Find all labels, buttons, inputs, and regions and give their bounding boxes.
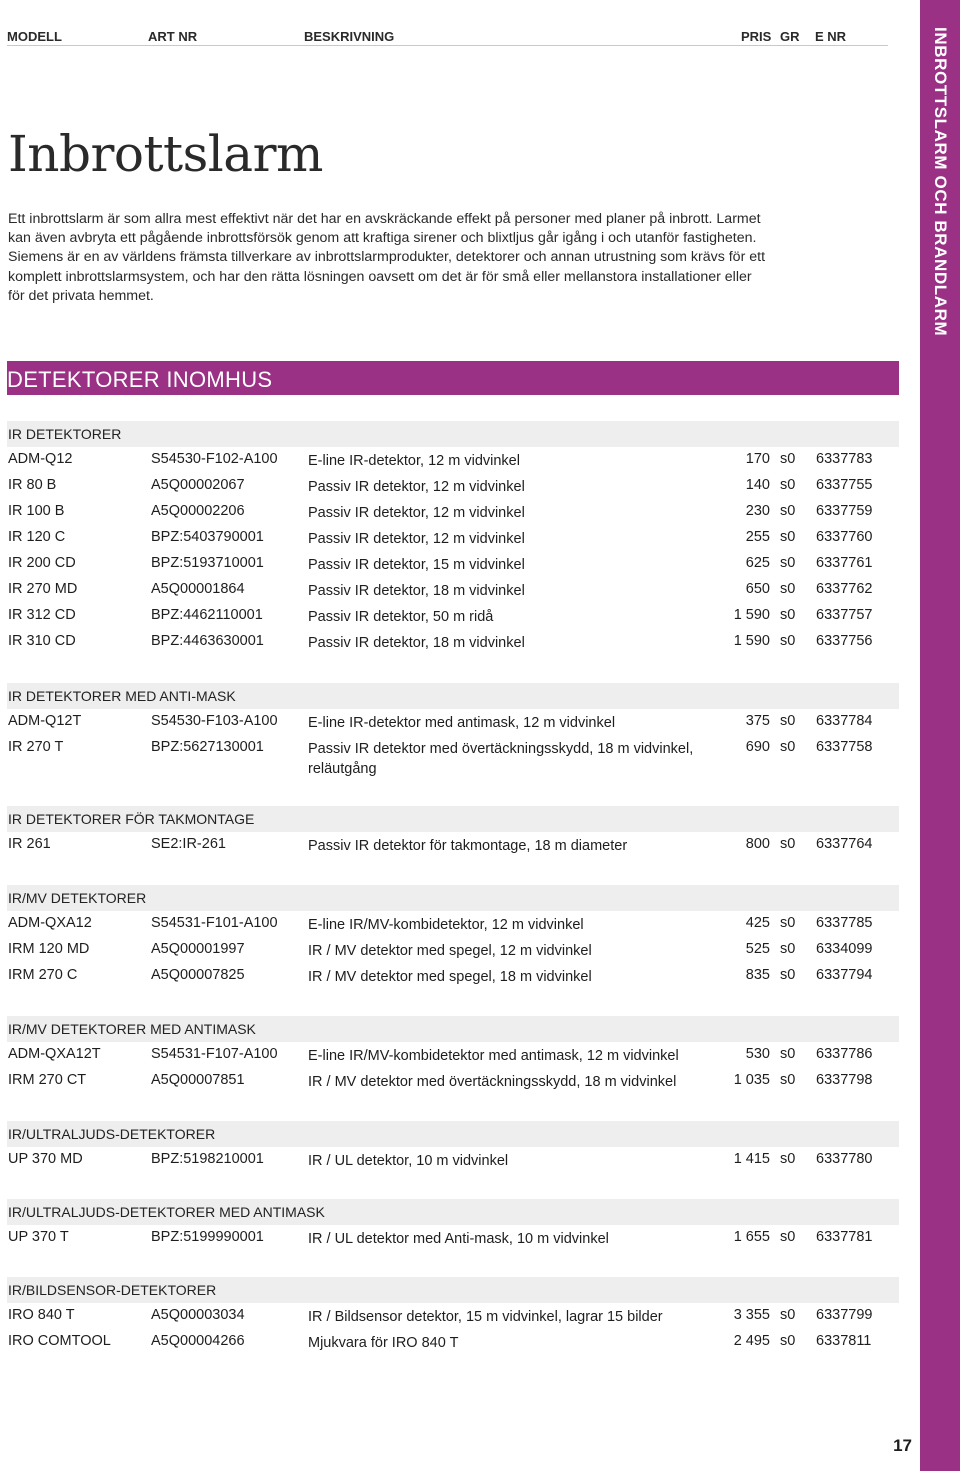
cell-art-nr: A5Q00001864 (151, 581, 245, 597)
cell-art-nr: BPZ:5627130001 (151, 739, 264, 755)
intro-paragraph: Ett inbrottslarm är som allra mest effektivt när det har en avskräckande effekt på personer med planer på inbrott. Larmet kan även avbryta ett pågående inbrottsförsök genom att kraftiga sirener och blixtljus går igång i och utanför fastigheten. Siemens är en av världens främsta tillverkare av inbrottslarmprodukter, detektorer och annan utrustning som krävs för ett komplett inbrottslarmsystem, och har den rätta lösningen oavsett om det är för små eller mellanstora installationer eller för det privata hemmet. (8, 211, 766, 304)
cell-gr: s0 (780, 633, 796, 649)
group-header (7, 1277, 899, 1303)
cell-model: IRM 270 CT (8, 1072, 87, 1088)
cell-price: 230 (745, 503, 770, 519)
cell-model: IRM 120 MD (8, 941, 90, 957)
cell-price: 375 (745, 713, 770, 729)
cell-e-nr: 6337759 (816, 503, 873, 519)
cell-price: 650 (745, 581, 770, 597)
cell-description: IR / UL detektor, 10 m vidvinkel (308, 1153, 509, 1169)
table-row (0, 1303, 900, 1329)
table-row (0, 473, 900, 499)
group-title: IR/ULTRALJUDS-DETEKTORER (8, 1126, 216, 1142)
cell-description: Passiv IR detektor, 12 m vidvinkel (308, 531, 525, 547)
cell-gr: s0 (780, 941, 796, 957)
cell-gr: s0 (780, 967, 796, 983)
cell-gr: s0 (780, 915, 796, 931)
cell-description: IR / MV detektor med spegel, 18 m vidvinkel (308, 969, 592, 985)
cell-price: 690 (745, 739, 770, 755)
page-number: 17 (893, 1436, 912, 1455)
cell-description: Passiv IR detektor, 15 m vidvinkel (308, 557, 525, 573)
cell-e-nr: 6334099 (816, 941, 873, 957)
cell-model: UP 370 T (8, 1229, 69, 1245)
cell-description: IR / MV detektor med övertäckningsskydd, 18 m vidvinkel (308, 1074, 677, 1090)
cell-model: IRM 270 C (8, 967, 78, 983)
cell-e-nr: 6337757 (816, 607, 873, 623)
cell-model: UP 370 MD (8, 1151, 83, 1167)
group-header (7, 806, 899, 832)
cell-model: IRO COMTOOL (8, 1333, 111, 1349)
cell-model: IR 100 B (8, 503, 65, 519)
cell-model: IR 270 MD (8, 581, 78, 597)
side-tab-label: INBROTTSLARM OCH BRANDLARM (931, 27, 950, 337)
cell-gr: s0 (780, 1333, 796, 1349)
cell-art-nr: BPZ:4462110001 (151, 607, 263, 623)
cell-e-nr: 6337762 (816, 581, 873, 597)
column-price: PRIS (741, 29, 772, 44)
cell-price: 140 (745, 477, 770, 493)
cell-price: 425 (745, 915, 770, 931)
cell-price: 1 035 (733, 1072, 770, 1088)
table-row (0, 937, 900, 963)
cell-e-nr: 6337786 (816, 1046, 873, 1062)
cell-model: ADM-QXA12T (8, 1046, 101, 1062)
cell-description: E-line IR/MV-kombidetektor med antimask, 12 m vidvinkel (308, 1048, 679, 1064)
cell-model: IRO 840 T (8, 1307, 75, 1323)
cell-e-nr: 6337783 (816, 451, 873, 467)
cell-art-nr: SE2:IR-261 (151, 836, 226, 852)
cell-gr: s0 (780, 607, 796, 623)
cell-art-nr: A5Q00007825 (151, 967, 245, 983)
cell-art-nr: S54530-F103-A100 (151, 713, 278, 729)
cell-price: 800 (745, 836, 770, 852)
cell-description: E-line IR-detektor med antimask, 12 m vidvinkel (308, 715, 616, 731)
cell-art-nr: BPZ:4463630001 (151, 633, 264, 649)
table-row (0, 1329, 900, 1355)
cell-art-nr: A5Q00001997 (151, 941, 245, 957)
section-title: DETEKTORER INOMHUS (7, 367, 273, 392)
column-model: MODELL (7, 29, 62, 44)
cell-model: IR 270 T (8, 739, 64, 755)
cell-description: Passiv IR detektor för takmontage, 18 m diameter (308, 838, 628, 854)
cell-price: 1 590 (733, 633, 770, 649)
cell-art-nr: BPZ:5199990001 (151, 1229, 264, 1245)
cell-price: 1 590 (733, 607, 770, 623)
cell-e-nr: 6337794 (816, 967, 873, 983)
column-description: BESKRIVNING (304, 29, 395, 44)
table-row (0, 1147, 900, 1173)
table-row (0, 1225, 900, 1251)
group-header (7, 1016, 899, 1042)
cell-gr: s0 (780, 555, 796, 571)
cell-e-nr: 6337780 (816, 1151, 873, 1167)
group-header (7, 885, 899, 911)
cell-gr: s0 (780, 713, 796, 729)
cell-gr: s0 (780, 836, 796, 852)
cell-model: IR 261 (8, 836, 51, 852)
cell-model: IR 80 B (8, 477, 57, 493)
cell-model: ADM-Q12T (8, 713, 82, 729)
table-row (0, 603, 900, 629)
cell-price: 525 (745, 941, 770, 957)
section-banner (7, 361, 899, 395)
cell-model: IR 200 CD (8, 555, 76, 571)
cell-description: IR / Bildsensor detektor, 15 m vidvinkel, lagrar 15 bilder (308, 1309, 663, 1325)
cell-model: IR 310 CD (8, 633, 76, 649)
cell-model: IR 312 CD (8, 607, 76, 623)
cell-art-nr: A5Q00004266 (151, 1333, 245, 1349)
cell-gr: s0 (780, 451, 796, 467)
table-row (0, 709, 900, 735)
cell-art-nr: BPZ:5198210001 (151, 1151, 264, 1167)
cell-art-nr: A5Q00007851 (151, 1072, 245, 1088)
cell-description: E-line IR/MV-kombidetektor, 12 m vidvinkel (308, 917, 584, 933)
table-row (0, 963, 900, 989)
cell-e-nr: 6337761 (816, 555, 873, 571)
table-row (0, 499, 900, 525)
table-row (0, 629, 900, 655)
cell-price: 530 (745, 1046, 770, 1062)
cell-model: ADM-QXA12 (8, 915, 92, 931)
group-header (7, 683, 899, 709)
table-row (0, 832, 900, 858)
cell-gr: s0 (780, 1151, 796, 1167)
cell-e-nr: 6337756 (816, 633, 873, 649)
column-header (7, 27, 888, 46)
cell-description: Passiv IR detektor, 50 m ridå (308, 609, 494, 625)
group-title: IR/BILDSENSOR-DETEKTORER (8, 1282, 217, 1298)
table-row (0, 525, 900, 551)
cell-price: 835 (745, 967, 770, 983)
cell-e-nr: 6337764 (816, 836, 873, 852)
table-row (0, 1068, 900, 1094)
cell-e-nr: 6337799 (816, 1307, 873, 1323)
cell-e-nr: 6337784 (816, 713, 873, 729)
cell-gr: s0 (780, 1229, 796, 1245)
cell-description: IR / MV detektor med spegel, 12 m vidvinkel (308, 943, 592, 959)
cell-e-nr: 6337811 (816, 1333, 872, 1349)
table-row (0, 447, 900, 473)
cell-gr: s0 (780, 1307, 796, 1323)
cell-art-nr: A5Q00002067 (151, 477, 245, 493)
cell-e-nr: 6337758 (816, 739, 873, 755)
cell-description: Passiv IR detektor med övertäckningsskydd, 18 m vidvinkel, reläutgång (308, 741, 694, 777)
cell-art-nr: S54531-F101-A100 (151, 915, 278, 931)
cell-description: Passiv IR detektor, 18 m vidvinkel (308, 583, 525, 599)
cell-description: Passiv IR detektor, 18 m vidvinkel (308, 635, 525, 651)
table-row (0, 577, 900, 603)
column-art-nr: ART NR (148, 29, 198, 44)
group-title: IR DETEKTORER (8, 426, 122, 442)
cell-price: 3 355 (733, 1307, 770, 1323)
cell-price: 1 415 (733, 1151, 770, 1167)
cell-gr: s0 (780, 581, 796, 597)
page-title: Inbrottslarm (8, 125, 323, 183)
column-gr: GR (780, 29, 800, 44)
cell-e-nr: 6337755 (816, 477, 873, 493)
cell-model: ADM-Q12 (8, 451, 73, 467)
cell-art-nr: BPZ:5403790001 (151, 529, 264, 545)
table-row (0, 551, 900, 577)
table-row (0, 1042, 900, 1068)
cell-gr: s0 (780, 477, 796, 493)
cell-art-nr: A5Q00002206 (151, 503, 245, 519)
cell-art-nr: A5Q00003034 (151, 1307, 245, 1323)
cell-gr: s0 (780, 739, 796, 755)
cell-gr: s0 (780, 529, 796, 545)
column-e-nr: E NR (815, 29, 847, 44)
cell-price: 255 (745, 529, 770, 545)
cell-price: 2 495 (733, 1333, 770, 1349)
cell-art-nr: S54531-F107-A100 (151, 1046, 278, 1062)
cell-gr: s0 (780, 1072, 796, 1088)
cell-e-nr: 6337781 (816, 1229, 873, 1245)
cell-e-nr: 6337760 (816, 529, 873, 545)
cell-description: Mjukvara för IRO 840 T (308, 1335, 459, 1351)
cell-gr: s0 (780, 503, 796, 519)
group-title: IR DETEKTORER MED ANTI-MASK (8, 688, 236, 704)
cell-model: IR 120 C (8, 529, 66, 545)
table-row (0, 735, 900, 777)
cell-price: 1 655 (733, 1229, 770, 1245)
cell-description: IR / UL detektor med Anti-mask, 10 m vidvinkel (308, 1231, 609, 1247)
cell-e-nr: 6337785 (816, 915, 873, 931)
group-title: IR/ULTRALJUDS-DETEKTORER MED ANTIMASK (8, 1204, 325, 1220)
cell-gr: s0 (780, 1046, 796, 1062)
cell-description: E-line IR-detektor, 12 m vidvinkel (308, 453, 520, 469)
group-header (7, 421, 899, 447)
group-title: IR/MV DETEKTORER MED ANTIMASK (8, 1021, 256, 1037)
cell-description: Passiv IR detektor, 12 m vidvinkel (308, 505, 525, 521)
group-title: IR/MV DETEKTORER (8, 890, 147, 906)
group-title: IR DETEKTORER FÖR TAKMONTAGE (8, 811, 255, 827)
group-header (7, 1199, 899, 1225)
cell-art-nr: BPZ:5193710001 (151, 555, 264, 571)
cell-e-nr: 6337798 (816, 1072, 873, 1088)
group-header (7, 1121, 899, 1147)
cell-price: 170 (745, 451, 770, 467)
cell-description: Passiv IR detektor, 12 m vidvinkel (308, 479, 525, 495)
cell-price: 625 (745, 555, 770, 571)
table-row (0, 911, 900, 937)
cell-art-nr: S54530-F102-A100 (151, 451, 278, 467)
